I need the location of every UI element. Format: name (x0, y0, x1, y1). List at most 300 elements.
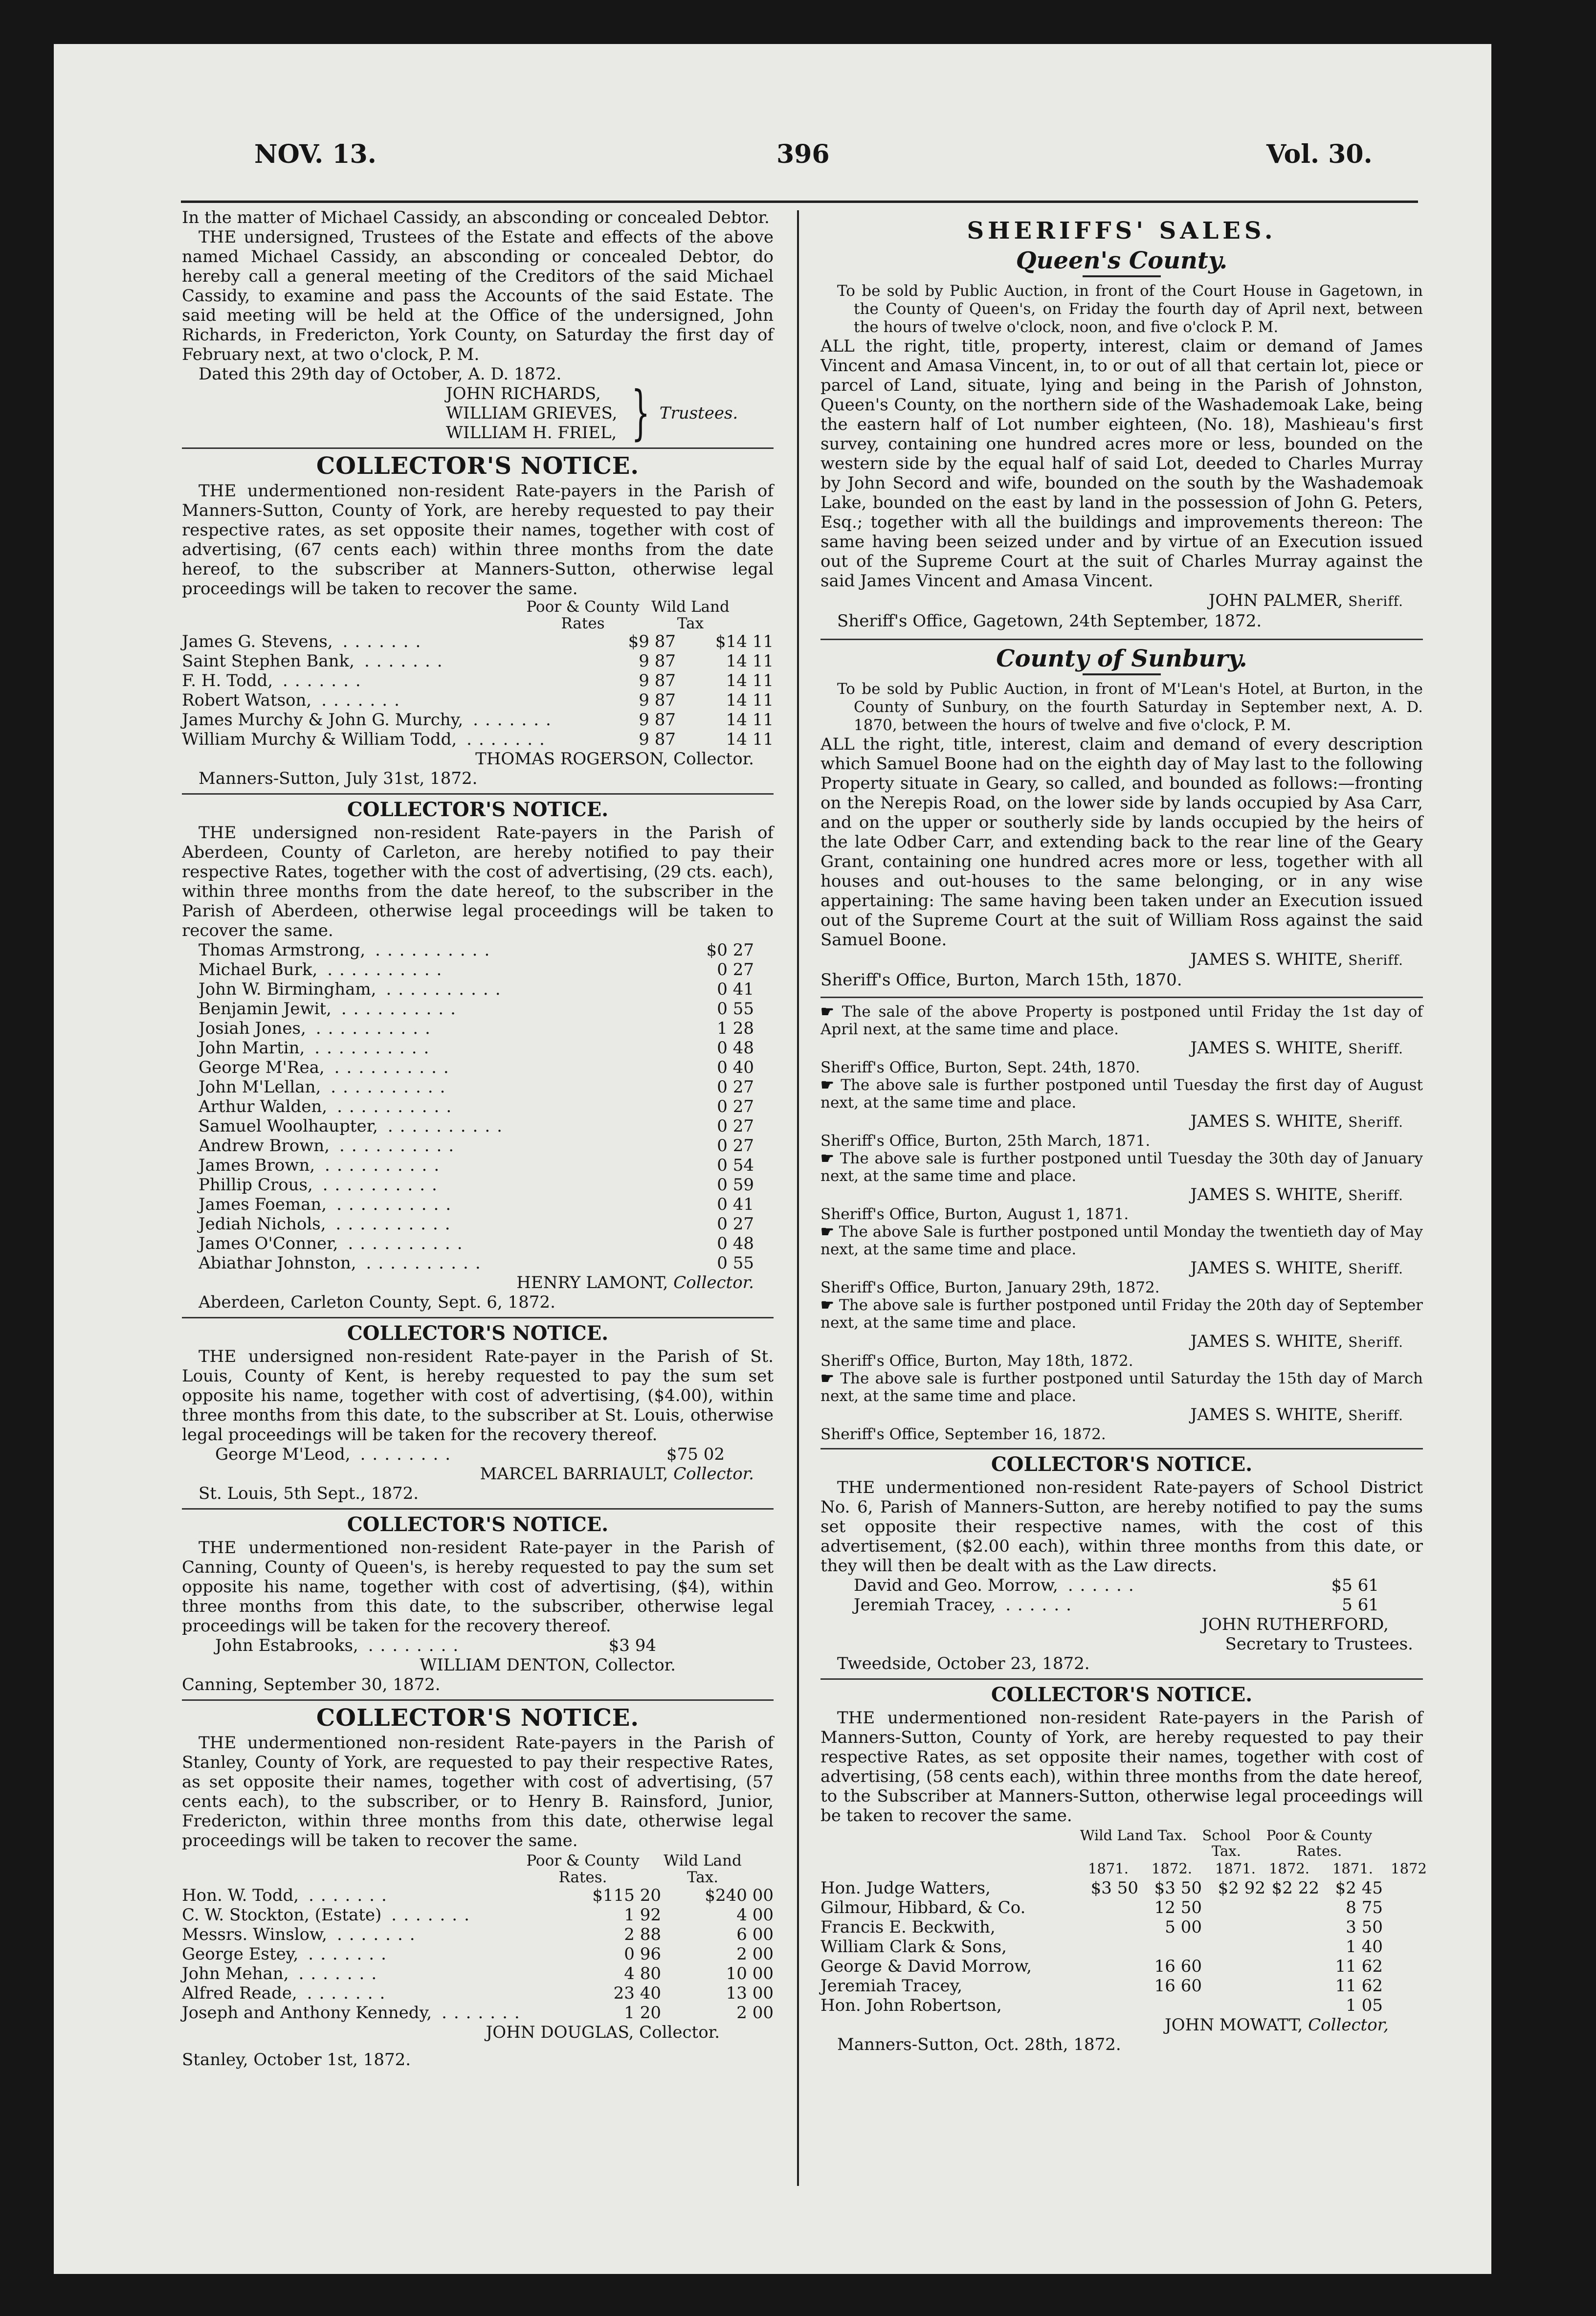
column-header: Poor & County Rates. (1266, 1827, 1373, 1859)
table-row: John Martin, .......... 0 48 (199, 1038, 754, 1058)
amount: 4 00 (736, 1905, 774, 1925)
amount: 6 00 (736, 1925, 774, 1944)
sheriffs-sales-title: SHERIFFS' SALES. (967, 217, 1277, 245)
collector-notice-canning (182, 1514, 774, 1694)
postponement (820, 1076, 1423, 1150)
notice-title: COLLECTOR'S NOTICE. (316, 1704, 640, 1732)
payer-name: Alfred Reade, (182, 1983, 297, 2003)
notice-title: COLLECTOR'S NOTICE. (991, 1683, 1253, 1706)
sheriff-signature (820, 1332, 1423, 1352)
pointing-hand-icon: ☛ (820, 1076, 834, 1094)
payer-name: Messrs. Winslow, (182, 1925, 327, 1944)
amount (1085, 1937, 1138, 1957)
amount: 2 00 (736, 2003, 774, 2023)
collector-signature (182, 1273, 774, 1292)
place-date: Tweedside, October 23, 1872. (837, 1654, 1090, 1673)
amount (1138, 1996, 1202, 2015)
notice-body: THE undermentioned non-resident Rate-payers in the Parish of Manners-Sutton, County of York, are hereby requested to pay their respective rates, as set opposite their names, together with cost of advertising, (67 cents each) within three months from the date hereof, to the subscriber at Manners-Sutton, otherwise legal proceedings will be taken to recover the same. (182, 481, 774, 599)
amount: $2 22 (1271, 1878, 1319, 1898)
sheriff-title: Sheriff. (1348, 1114, 1403, 1130)
amount: 0 27 (717, 1214, 754, 1234)
table-row: Andrew Brown, .......... 0 27 (199, 1136, 754, 1156)
payer-name: James Foeman, (199, 1195, 327, 1214)
collector-signature (182, 1464, 774, 1484)
pointing-hand-icon: ☛ (820, 1150, 834, 1167)
column-header: Wild Land Tax. (664, 1852, 742, 1886)
payer-name: John M'Lellan, (199, 1077, 321, 1097)
place-date: Stanley, October 1st, 1872. (182, 2050, 411, 2070)
payer-name: Robert Watson, (182, 690, 312, 710)
notice-title: COLLECTOR'S NOTICE. (347, 798, 609, 821)
table-row: George Estey, ....... 0 96 2 00 (182, 1944, 774, 1964)
table-row: Hon. W. Todd, ....... $115 20 $240 00 (182, 1886, 774, 1905)
sheriff-office: Sheriff's Office, September 16, 1872. (820, 1425, 1106, 1443)
table-row: Abiathar Johnston, .......... 0 55 (199, 1253, 754, 1273)
amount: 14 11 (726, 690, 774, 710)
sheriff-office: Sheriff's Office, Burton, January 29th, 1872. (820, 1279, 1160, 1296)
pointing-hand-icon: ☛ (820, 1296, 834, 1314)
sheriff-signature (820, 1258, 1423, 1279)
section-rule (820, 997, 1423, 998)
amount (1085, 1996, 1138, 2015)
column-header: Poor & County Rates. (526, 1852, 640, 1886)
amount: $14 11 (715, 632, 774, 651)
amount: 1 28 (717, 1019, 754, 1038)
table-header (182, 599, 774, 632)
amount: 2 88 (624, 1925, 661, 1944)
notice-title: COLLECTOR'S NOTICE. (347, 1322, 609, 1345)
cassidy-body: THE undersigned, Trustees of the Estate and effects of the above named Michael Cassidy, an absconding or concealed Debtor, do hereby call a general meeting of the Creditors of the said Michael Cassidy, to examine and pass the Accounts of the said Estate. The said meeting will be held at the Office of the undersigned, John Richards, in Fredericton, York County, on Saturday the first day of February next, at two o'clock, P. M. (182, 227, 774, 364)
collector-notice-stanley (182, 1705, 774, 2070)
year-label: 1871. (1332, 1860, 1373, 1877)
amount: 9 87 (639, 690, 676, 710)
payer-name: Benjamin Jewit, (199, 999, 332, 1019)
payer-name: Andrew Brown, (199, 1136, 330, 1156)
section-rule (182, 793, 774, 795)
amount (1138, 1937, 1202, 1957)
sheriff-name: JOHN PALMER, (1208, 591, 1343, 610)
collector-name: MARCEL BARRIAULT, (480, 1464, 668, 1484)
payer-name: John W. Birmingham, (199, 980, 377, 999)
collector-notice-aberdeen (182, 799, 774, 1312)
collector-notice-manners-sutton (182, 453, 774, 788)
table-row: Saint Stephen Bank, ....... 9 87 14 11 (182, 651, 774, 671)
sheriff-sale-sunbury (820, 645, 1423, 1443)
collector-signature: WILLIAM DENTON, Collector. (420, 1655, 676, 1675)
notice-title: COLLECTOR'S NOTICE. (316, 452, 640, 480)
trustee-name: WILLIAM GRIEVES, (446, 403, 618, 423)
postponement-text (820, 1150, 1423, 1185)
amount: 0 41 (717, 980, 754, 999)
sheriff-office: Sheriff's Office, Burton, 25th March, 1871. (820, 1132, 1151, 1150)
amount (1202, 1957, 1265, 1976)
payer-name: James Brown, (199, 1156, 315, 1175)
sale-body: ALL the right, title, property, interest, claim or demand of James Vincent and Amasa Vincent, in, to or out of all that certain lot, piece or parcel of Land, situate, lying and being in the Parish of Johnston, Queen's County, on the northern side of the Washademoak Lake, being the eastern half of Lot number eighteen, (No. 18), Mashieau's first survey, containing one hundred acres more or less, bounded on the western side by the equal half of said Lot, deeded to Charles Murray by John Secord and wife, bounded on the south by the Washademoak Lake, bounded on the east by land in the possession of John G. Peters, Esq.; together with all the buildings and improvements thereon: The same having been seized under and by virtue of an Execution issued out of the Supreme Court at the suit of Charles Murray against the said James Vincent and Amasa Vincent. (820, 336, 1423, 591)
short-rule (1083, 275, 1161, 277)
amount: 9 87 (639, 730, 676, 749)
amount: $9 87 (628, 632, 676, 651)
amount: 14 11 (726, 671, 774, 690)
section-rule (182, 447, 774, 449)
amount: 5 61 (1342, 1595, 1379, 1615)
sheriff-signature (820, 591, 1423, 611)
sheriff-signature (820, 1038, 1423, 1059)
year-label: 1872 (1391, 1860, 1427, 1877)
amount: 1 40 (1346, 1937, 1383, 1957)
left-column (182, 208, 774, 2070)
cassidy-title: In the matter of Michael Cassidy, an absconding or concealed Debtor. (182, 208, 770, 227)
table-row: John Estabrooks, ........ $3 94 (215, 1636, 656, 1655)
signer-title: Secretary to Trustees. (1225, 1634, 1413, 1654)
table-row: William Murchy & William Todd, ....... 9 87 14 11 (182, 730, 774, 749)
amount: 0 27 (717, 1116, 754, 1136)
amount (1202, 1996, 1265, 2015)
sheriff-name: JAMES S. WHITE, (1190, 1185, 1343, 1204)
table-row: Josiah Jones, .......... 1 28 (199, 1019, 754, 1038)
payer-name: Hon. W. Todd, (182, 1886, 299, 1905)
place-date: Manners-Sutton, July 31st, 1872. (199, 769, 478, 788)
amount: $2 92 (1218, 1878, 1265, 1898)
amount: 2 00 (736, 1944, 774, 1964)
sheriff-name: JAMES S. WHITE, (1190, 1258, 1343, 1278)
payer-name: Jeremiah Tracey, (820, 1976, 963, 1996)
amount (1085, 1976, 1138, 1996)
amount: 1 20 (624, 2003, 661, 2023)
collector-notice-school-district (820, 1453, 1423, 1673)
table-row (820, 1976, 1423, 1996)
payer-name: James O'Conner, (199, 1234, 338, 1253)
amount: 0 55 (717, 1253, 754, 1273)
amount: 0 41 (717, 1195, 754, 1214)
amount: 0 27 (717, 1077, 754, 1097)
table-row: C. W. Stockton, (Estate) ....... 1 92 4 00 (182, 1905, 774, 1925)
sheriff-office: Sheriff's Office, Burton, May 18th, 1872. (820, 1352, 1133, 1370)
postponement (820, 1003, 1423, 1076)
notice-title: COLLECTOR'S NOTICE. (991, 1453, 1253, 1476)
postponement (820, 1296, 1423, 1370)
table-row: David and Geo. Morrow, ...... $5 61 (854, 1576, 1379, 1595)
table-row: Samuel Woolhaupter, .......... 0 27 (199, 1116, 754, 1136)
table-row (820, 1996, 1423, 2015)
sheriff-title: Sheriff. (1348, 1334, 1403, 1350)
payer-name: Michael Burk, (199, 960, 318, 980)
amount: 1 92 (624, 1905, 661, 1925)
table-row: Michael Burk, .......... 0 27 (199, 960, 754, 980)
collector-name: JOHN MOWATT, (1165, 2015, 1303, 2035)
amount: 9 87 (639, 710, 676, 730)
auction-intro: To be sold by Public Auction, in front of the Court House in Gagetown, in the County of Queen's, on Friday the fourth day of April next, between the hours of twelve o'clock, noon, and five o'clock P. M. (837, 282, 1423, 336)
amount (1085, 1957, 1138, 1976)
sheriff-title: Sheriff. (1348, 1261, 1403, 1277)
amount (1085, 1898, 1138, 1917)
payer-name: Hon. John Robertson, (820, 1996, 1002, 2015)
collector-signature (820, 2015, 1423, 2035)
amount: 0 48 (717, 1038, 754, 1058)
table-header (182, 1852, 774, 1886)
county-heading: County of Sunbury. (996, 645, 1247, 672)
table-header (820, 1827, 1423, 1859)
column-header: Wild Land Tax (651, 598, 730, 632)
sheriff-office: Sheriff's Office, Gagetown, 24th September, 1872. (837, 611, 1262, 631)
payer-name: C. W. Stockton, (Estate) (182, 1905, 382, 1925)
amount: $3 50 (1154, 1878, 1202, 1898)
amount: 9 87 (639, 671, 676, 690)
amount: $2 45 (1335, 1878, 1383, 1898)
sheriff-sale-queens (820, 247, 1423, 631)
column-header: Poor & County Rates (526, 598, 640, 632)
postponement-body: The above sale is further postponed until Saturday the 15th day of March next, at the same time and place. (820, 1370, 1423, 1405)
sheriff-signature (820, 1112, 1423, 1132)
amount: $3 50 (1090, 1878, 1138, 1898)
collector-title: Collector. (673, 1464, 754, 1484)
amount: 1 05 (1346, 1996, 1383, 2015)
amount: $5 61 (1331, 1576, 1379, 1595)
sheriff-name: JAMES S. WHITE, (1190, 1038, 1343, 1058)
postponement-text (820, 1223, 1423, 1258)
postponement-body: The above sale is further postponed until Tuesday the 30th day of January next, at the same time and place. (820, 1150, 1423, 1185)
amount (1265, 1937, 1319, 1957)
payer-name: George Estey, (182, 1944, 299, 1964)
amount: 0 54 (717, 1156, 754, 1175)
table-row: James G. Stevens, ....... $9 87 $14 11 (182, 632, 774, 651)
notice-body: THE undersigned non-resident Rate-payers in the Parish of Aberdeen, County of Carleton, are hereby notified to pay their respective Rates, together with the cost of advertising, (29 cts. each), within three months from the date hereof, to the subscriber in the Parish of Aberdeen, otherwise legal proceedings will be taken to recover the same. (182, 823, 774, 940)
amount: 0 55 (717, 999, 754, 1019)
postponement-body: The sale of the above Property is postponed until Friday the 1st day of April next, at the same time and place. (820, 1003, 1423, 1038)
amount (1265, 1957, 1319, 1976)
amount (1202, 1898, 1265, 1917)
payer-name: Josiah Jones, (199, 1019, 306, 1038)
payer-name: George & David Morrow, (820, 1957, 1032, 1976)
auction-intro: To be sold by Public Auction, in front of M'Lean's Hotel, at Burton, in the County of Sunbury, on the fourth Saturday in September next, A. D. 1870, between the hours of twelve and five o'clock, P. M. (837, 680, 1423, 734)
place-date: St. Louis, 5th Sept., 1872. (199, 1484, 419, 1503)
table-row (820, 1917, 1423, 1937)
sheriff-title: Sheriff. (1348, 952, 1403, 968)
sheriff-name: JAMES S. WHITE, (1190, 950, 1343, 969)
short-rule (1083, 673, 1161, 675)
collector-title: Collector, (1308, 2015, 1389, 2035)
payer-name: Francis E. Beckwith, (820, 1917, 996, 1937)
sheriff-name: JAMES S. WHITE, (1190, 1405, 1343, 1425)
sheriff-signature (820, 1185, 1423, 1205)
column-header: School Tax. (1202, 1827, 1251, 1859)
collector-notice-manners-sutton-2 (820, 1683, 1427, 2054)
notice-body: THE undermentioned non-resident Rate-payers in the Parish of Manners-Sutton, County of York, are hereby requested to pay their respective Rates, as set opposite their names, together with cost of advertising, (58 cents each), within three months from the date hereof, to the Subscriber at Manners-Sutton, otherwise legal proceedings will be taken to recover the same. (820, 1708, 1423, 1826)
notice-body: THE undersigned non-resident Rate-payer in the Parish of St. Louis, County of Kent, is hereby requested to pay the sum set opposite his name, together with cost of advertising, ($4.00), within three months from this date, to the subscriber at St. Louis, otherwise legal proceedings will be taken for the recovery thereof. (182, 1347, 774, 1445)
table-row: Phillip Crous, .......... 0 59 (199, 1175, 754, 1195)
payer-name: Jediah Nichols, (199, 1214, 326, 1234)
section-rule (820, 639, 1423, 640)
notice-body: THE undermentioned non-resident Rate-payers in the Parish of Stanley, County of York, are requested to pay their respective Rates, as set opposite their names, together with cost of advertising, (57 cents each), to the subscriber, or to Henry B. Rainsford, Junior, Fredericton, within three months from this date, otherwise legal proceedings will be taken to recover the same. (182, 1733, 774, 1850)
table-row (820, 1898, 1423, 1917)
amount: 14 11 (726, 710, 774, 730)
payer-name: Hon. Judge Watters, (820, 1878, 991, 1898)
table-row (820, 1878, 1423, 1898)
year-header-row (820, 1859, 1427, 1878)
sheriff-name: JAMES S. WHITE, (1190, 1332, 1343, 1351)
collector-signature: JOHN DOUGLAS, Collector. (486, 2023, 720, 2042)
sheriff-title: Sheriff. (1348, 1041, 1403, 1057)
sheriff-name: JAMES S. WHITE, (1190, 1112, 1343, 1131)
amount: 0 59 (717, 1175, 754, 1195)
payer-name: Joseph and Anthony Kennedy, (182, 2003, 432, 2023)
postponement-text (820, 1370, 1423, 1405)
right-column (820, 208, 1427, 2054)
signer-name: JOHN RUTHERFORD, (1201, 1615, 1389, 1634)
sheriff-title: Sheriff. (1348, 593, 1403, 609)
payer-name: William Murchy & William Todd, (182, 730, 457, 749)
table-row (820, 1937, 1423, 1957)
cassidy-notice (182, 208, 774, 447)
amount: 0 27 (717, 960, 754, 980)
column-divider (797, 210, 799, 2186)
amount: $75 02 (666, 1445, 725, 1464)
payer-name: James Murchy & John G. Murchy, (182, 710, 464, 730)
amount: 3 50 (1346, 1917, 1383, 1937)
amount: 14 11 (726, 651, 774, 671)
table-row: James Brown, .......... 0 54 (199, 1156, 754, 1175)
table-row: Arthur Walden, .......... 0 27 (199, 1097, 754, 1116)
payer-name: John Mehan, (182, 1964, 289, 1983)
amount: 9 87 (639, 651, 676, 671)
sheriff-office: Sheriff's Office, Burton, August 1, 1871. (820, 1205, 1129, 1223)
table-row: Messrs. Winslow, ....... 2 88 6 00 (182, 1925, 774, 1944)
section-rule (182, 1699, 774, 1701)
year-label: 1872. (1151, 1860, 1192, 1877)
county-heading: Queen's County. (1016, 247, 1228, 274)
table-row: Jeremiah Tracey, ...... 5 61 (854, 1595, 1379, 1615)
collector-notice-st-louis (182, 1322, 774, 1503)
amount: 0 48 (717, 1234, 754, 1253)
trustee-name: WILLIAM H. FRIEL, (446, 423, 617, 443)
amount (1265, 1898, 1319, 1917)
pointing-hand-icon: ☛ (820, 1003, 834, 1021)
pointing-hand-icon: ☛ (820, 1223, 834, 1241)
table-row: George M'Rea, .......... 0 40 (199, 1058, 754, 1077)
payer-name: F. H. Todd, (182, 671, 273, 690)
place-date: Aberdeen, Carleton County, Sept. 6, 1872. (199, 1292, 555, 1312)
amount (1265, 1917, 1319, 1937)
year-label: 1871. (1087, 1860, 1129, 1877)
table-row: Joseph and Anthony Kennedy, ....... 1 20 2 00 (182, 2003, 774, 2023)
amount: 10 00 (726, 1964, 774, 1983)
amount: 11 62 (1335, 1976, 1383, 1996)
sheriff-office: Sheriff's Office, Burton, March 15th, 1870. (820, 970, 1182, 990)
payer-name: George M'Leod, (215, 1445, 351, 1464)
amount: 0 40 (717, 1058, 754, 1077)
notice-body: THE undermentioned non-resident Rate-payers of School District No. 6, Parish of Manners-Sutton, are hereby notified to pay the sums set opposite their respective names, with the cost of this advertisement, ($2.00 each), within three months from this date, or they will then be dealt with as the Law directs. (820, 1478, 1423, 1576)
payer-name: Samuel Woolhaupter, (199, 1116, 378, 1136)
postponement-body: The above Sale is further postponed until Monday the twentieth day of May next, at the same time and place. (820, 1223, 1423, 1258)
newspaper-page (54, 44, 1491, 2274)
amount (1085, 1917, 1138, 1937)
payer-name: Jeremiah Tracey, (854, 1595, 996, 1615)
amount: 12 50 (1154, 1898, 1202, 1917)
sheriff-title: Sheriff. (1348, 1187, 1403, 1203)
table-row: Alfred Reade, ....... 23 40 13 00 (182, 1983, 774, 2003)
table-row: John Mehan, ....... 4 80 10 00 (182, 1964, 774, 1983)
amount: 0 96 (624, 1944, 661, 1964)
amount (1202, 1976, 1265, 1996)
payer-name: John Martin, (199, 1038, 305, 1058)
volume-number: Vol. 30. (1266, 139, 1373, 169)
pointing-hand-icon: ☛ (820, 1370, 834, 1387)
amount: $240 00 (705, 1886, 774, 1905)
amount: 0 27 (717, 1097, 754, 1116)
cassidy-dated: Dated this 29th day of October, A. D. 1872. (199, 364, 562, 384)
amount: $115 20 (592, 1886, 661, 1905)
sale-body: ALL the right, title, interest, claim and demand of every description which Samuel Boone had on the eighth day of May last to the following Property situate in Geary, so called, and bounded as follows:—fronting on the Nerepis Road, on the lower side by lands occupied by Asa Carr, and on the upper or southerly side by lands occupied by the heirs of the late Odber Carr, and extending back to the rear line of the Geary Grant, containing one hundred acres more or less, together with all houses and out-houses to the same belonging, or in any wise appertaining: The same having been taken under an Execution issued out of the Supreme Court at the suit of William Ross against the said Samuel Boone. (820, 735, 1423, 950)
amount: 16 60 (1154, 1976, 1202, 1996)
collector-signature: THOMAS ROGERSON, Collector. (475, 749, 754, 769)
amount: 8 75 (1346, 1898, 1383, 1917)
amount: 4 80 (624, 1964, 661, 1983)
notice-body: THE undermentioned non-resident Rate-payer in the Parish of Canning, County of Queen's, is hereby requested to pay the sum set opposite his name, together with cost of advertising, ($4), within three months from this date, to the subscriber, otherwise legal proceedings will be taken for the recovery thereof. (182, 1538, 774, 1636)
postponement-text (820, 1003, 1423, 1038)
table-row: James Murchy & John G. Murchy, ....... 9 87 14 11 (182, 710, 774, 730)
payer-name: David and Geo. Morrow, (854, 1576, 1058, 1595)
section-rule (820, 1448, 1423, 1449)
amount: 0 27 (717, 1136, 754, 1156)
amount (1265, 1976, 1319, 1996)
amount (1202, 1917, 1265, 1937)
collector-title: Collector. (673, 1273, 754, 1292)
table-row: Robert Watson, ....... 9 87 14 11 (182, 690, 774, 710)
payer-name: George M'Rea, (199, 1058, 325, 1077)
payer-name: Phillip Crous, (199, 1175, 313, 1195)
amount: $0 27 (706, 940, 754, 960)
payer-name: Saint Stephen Bank, (182, 651, 355, 671)
amount: 11 62 (1335, 1957, 1383, 1976)
postponement-text (820, 1076, 1423, 1112)
amount: 5 00 (1165, 1917, 1202, 1937)
trustees-label: Trustees. (659, 403, 738, 423)
payer-name: James G. Stevens, (182, 632, 333, 651)
postponement-text (820, 1296, 1423, 1332)
table-row: James O'Conner, .......... 0 48 (199, 1234, 754, 1253)
amount (1202, 1937, 1265, 1957)
amount: 13 00 (726, 1983, 774, 2003)
sheriff-office: Sheriff's Office, Burton, Sept. 24th, 1870. (820, 1059, 1140, 1076)
postponement (820, 1223, 1423, 1296)
amount: $3 94 (608, 1636, 656, 1655)
payer-name: Abiathar Johnston, (199, 1253, 356, 1273)
table-row: John M'Lellan, .......... 0 27 (199, 1077, 754, 1097)
section-rule (182, 1508, 774, 1510)
amount: 14 11 (726, 730, 774, 749)
year-label: 1871. (1215, 1860, 1256, 1877)
table-row: John W. Birmingham, .......... 0 41 (199, 980, 754, 999)
table-row: James Foeman, .......... 0 41 (199, 1195, 754, 1214)
year-label: 1872. (1268, 1860, 1309, 1877)
header-rule (181, 200, 1418, 203)
section-rule (820, 1678, 1423, 1680)
page-number: 396 (776, 139, 830, 169)
collector-name: HENRY LAMONT, (516, 1273, 668, 1292)
sheriff-signature (820, 950, 1423, 970)
postponement-body: The above sale is further postponed until Friday the 20th day of September next, at the same time and place. (820, 1296, 1423, 1332)
postponement (820, 1150, 1423, 1223)
brace: } (631, 379, 650, 447)
payer-name: Gilmour, Hibbard, & Co. (820, 1898, 1026, 1917)
table-row: Jediah Nichols, .......... 0 27 (199, 1214, 754, 1234)
amount: 16 60 (1154, 1957, 1202, 1976)
amount (1265, 1996, 1319, 2015)
section-rule (182, 1317, 774, 1318)
trustees-block (182, 379, 774, 447)
payer-name: John Estabrooks, (215, 1636, 358, 1655)
table-row (820, 1957, 1423, 1976)
sheriff-signature (820, 1405, 1423, 1425)
